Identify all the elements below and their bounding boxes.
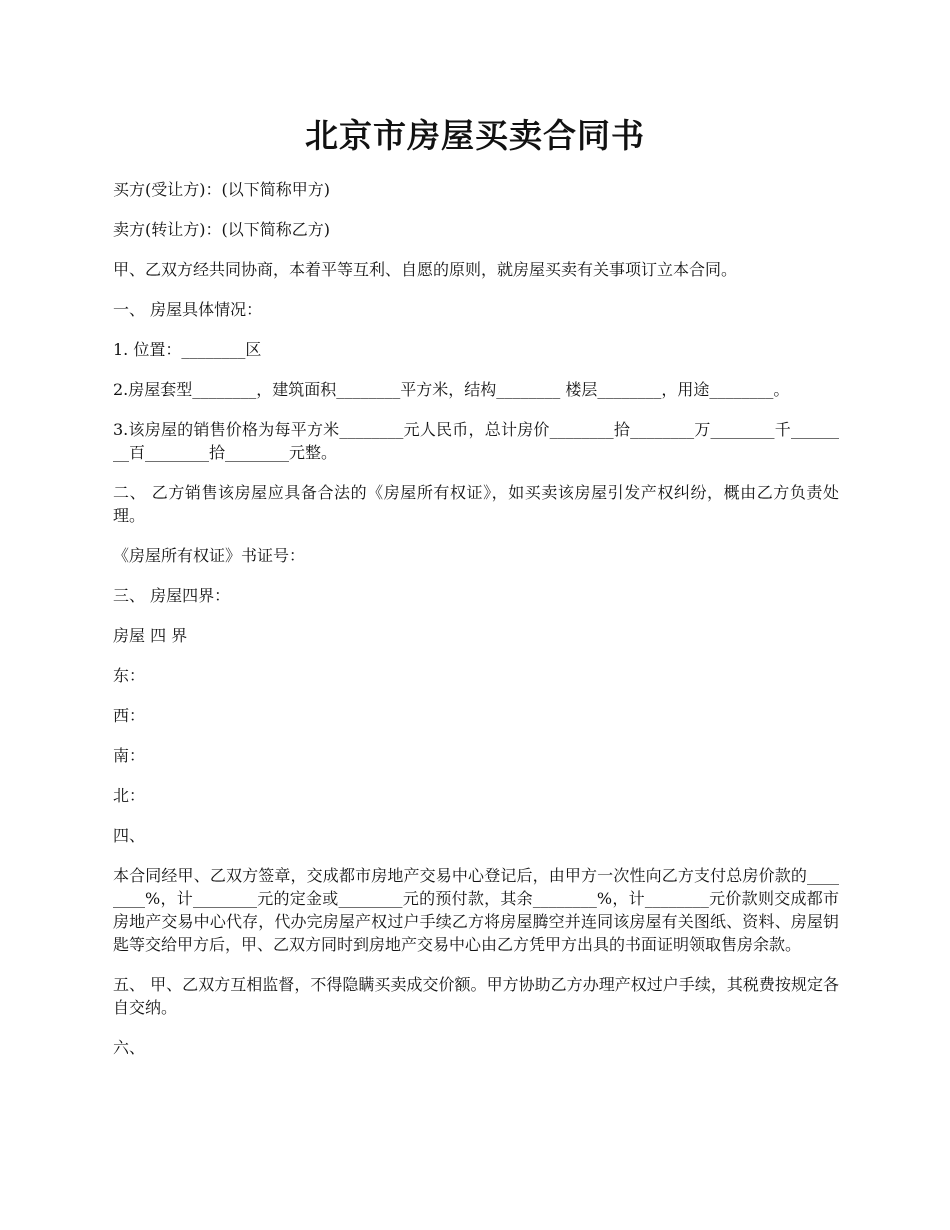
document-body bbox=[113, 178, 839, 1076]
section-5-paragraph: 五、 甲、乙双方互相监督，不得隐瞒买卖成交价额。甲方协助乙方办理产权过户手续，其税费按规定各自交纳。 bbox=[113, 975, 839, 1017]
house-type-paragraph: 2.房屋套型________，建筑面积________平方米，结构________ 楼层________，用途________。 bbox=[113, 380, 790, 399]
seller-line: 卖方(转让方)：(以下简称乙方) bbox=[113, 220, 330, 239]
south-boundary: 南： bbox=[113, 746, 146, 765]
payment-paragraph: 本合同经甲、乙双方签章，交成都市房地产交易中心登记后，由甲方一次性向乙方支付总房价款的________%，计________元的定金或________元的预付款，其余________%，计________元价款则交成都市房地产交易中心代存，代办完房屋产权过户手续乙方将房屋腾空并连同该房屋有关图纸、资料、房屋钥匙等交给甲方后，甲、乙双方同时到房地产交易中心由乙方凭甲方出具的书面证明领取售房余款。 bbox=[113, 866, 839, 954]
location-line: 1. 位置：________区 bbox=[113, 340, 262, 359]
section-1-heading: 一、 房屋具体情况： bbox=[113, 300, 263, 319]
section-2-paragraph: 二、 乙方销售该房屋应具备合法的《房屋所有权证》，如买卖该房屋引发产权纠纷，概由乙方负责处理。 bbox=[113, 483, 839, 525]
intro-paragraph: 甲、乙双方经共同协商，本着平等互利、自愿的原则，就房屋买卖有关事项订立本合同。 bbox=[113, 260, 738, 279]
section-4-heading: 四、 bbox=[113, 826, 146, 845]
buyer-line: 买方(受让方)：(以下简称甲方) bbox=[113, 180, 330, 199]
north-boundary: 北： bbox=[113, 786, 146, 805]
east-boundary: 东： bbox=[113, 666, 146, 685]
price-paragraph: 3.该房屋的销售价格为每平方米________元人民币，总计房价________拾________万________千________百________拾________元整。 bbox=[113, 420, 839, 462]
west-boundary: 西： bbox=[113, 706, 146, 725]
section-6-heading: 六、 bbox=[113, 1038, 146, 1057]
certificate-number-line: 《房屋所有权证》书证号： bbox=[113, 546, 306, 565]
document-title: 北京市房屋买卖合同书 bbox=[305, 116, 645, 155]
boundaries-label: 房屋 四 界 bbox=[113, 626, 188, 645]
section-3-heading: 三、 房屋四界： bbox=[113, 586, 231, 605]
